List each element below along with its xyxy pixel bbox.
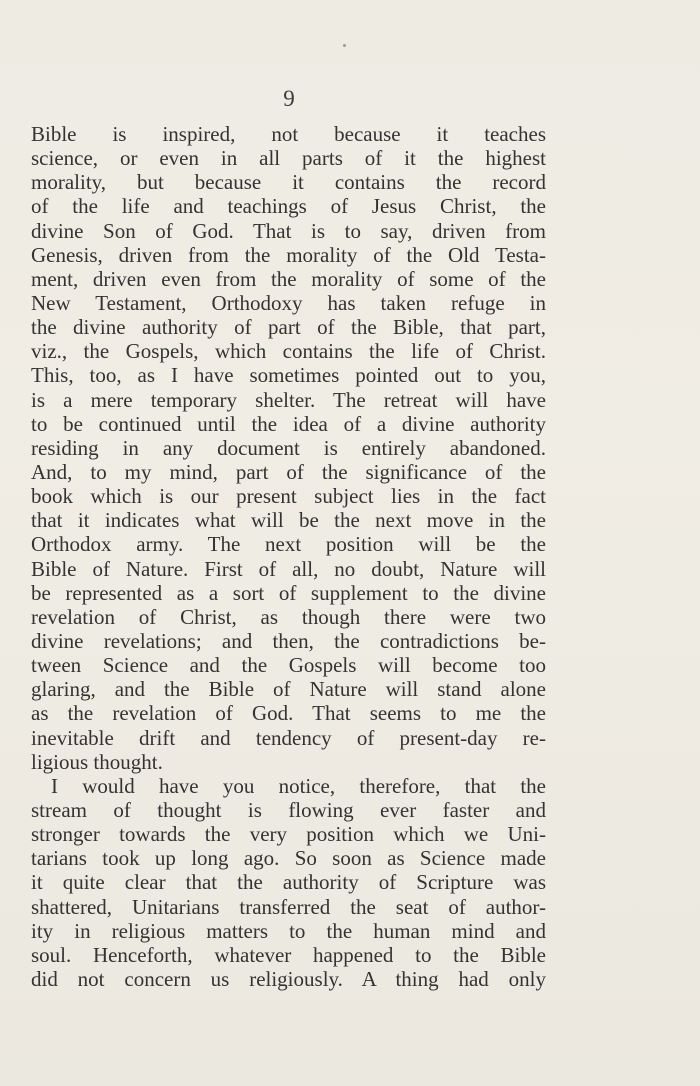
text-line: morality, but because it contains the record — [31, 170, 546, 195]
text-line: of the life and teachings of Jesus Christ, the — [31, 194, 546, 219]
text-line: ligious thought. — [31, 749, 163, 774]
text-line: book which is our present subject lies in the fact — [31, 484, 546, 509]
text-line: the divine authority of part of the Bible, that part, — [31, 315, 546, 340]
text-line: it quite clear that the authority of Scripture was — [31, 870, 546, 895]
text-line: Bible is inspired, not because it teaches — [31, 122, 546, 146]
text-line: viz., the Gospels, which contains the life of Christ. — [31, 339, 546, 364]
text-line: And, to my mind, part of the significance of the — [31, 459, 546, 484]
text-line: ity in religious matters to the human mind and — [31, 918, 546, 943]
text-line: Genesis, driven from the morality of the Old Testa- — [31, 242, 546, 267]
text-line: inevitable drift and tendency of present-day re- — [31, 725, 546, 750]
text-line: did not concern us religiously. A thing had only — [31, 966, 546, 991]
text-line: Orthodox army. The next position will be the — [31, 532, 546, 557]
text-line: shattered, Unitarians transferred the seat of author- — [31, 894, 546, 919]
text-line: be represented as a sort of supplement to the divine — [31, 580, 546, 605]
text-line: divine Son of God. That is to say, driven from — [31, 218, 546, 243]
text-line: tween Science and the Gospels will become too — [31, 653, 546, 678]
text-line: New Testament, Orthodoxy has taken refuge in — [31, 290, 546, 315]
text-line: soul. Henceforth, whatever happened to the Bible — [31, 942, 546, 967]
text-line: revelation of Christ, as though there were two — [31, 604, 546, 629]
page-number: 9 — [283, 86, 295, 111]
text-line: stronger towards the very position which we Uni- — [31, 822, 546, 847]
text-line: is a mere temporary shelter. The retreat will have — [31, 387, 546, 412]
body-text — [31, 122, 546, 991]
text-line: stream of thought is flowing ever faster and — [31, 797, 546, 822]
text-line: science, or even in all parts of it the highest — [31, 146, 546, 171]
text-line: to be continued until the idea of a divine authority — [31, 411, 546, 436]
paper-speck — [343, 44, 346, 47]
text-line: This, too, as I have sometimes pointed out to you, — [31, 363, 546, 388]
text-line: ment, driven even from the morality of some of the — [31, 266, 546, 291]
text-line: Bible of Nature. First of all, no doubt, Nature will — [31, 556, 546, 581]
text-line: glaring, and the Bible of Nature will stand alone — [31, 677, 546, 702]
text-line: I would have you notice, therefore, that the — [51, 773, 546, 798]
text-line: that it indicates what will be the next move in the — [31, 508, 546, 533]
text-line: residing in any document is entirely abandoned. — [31, 435, 546, 460]
text-line: tarians took up long ago. So soon as Science made — [31, 846, 546, 871]
text-line: divine revelations; and then, the contradictions be- — [31, 628, 546, 653]
text-line: as the revelation of God. That seems to me the — [31, 701, 546, 726]
